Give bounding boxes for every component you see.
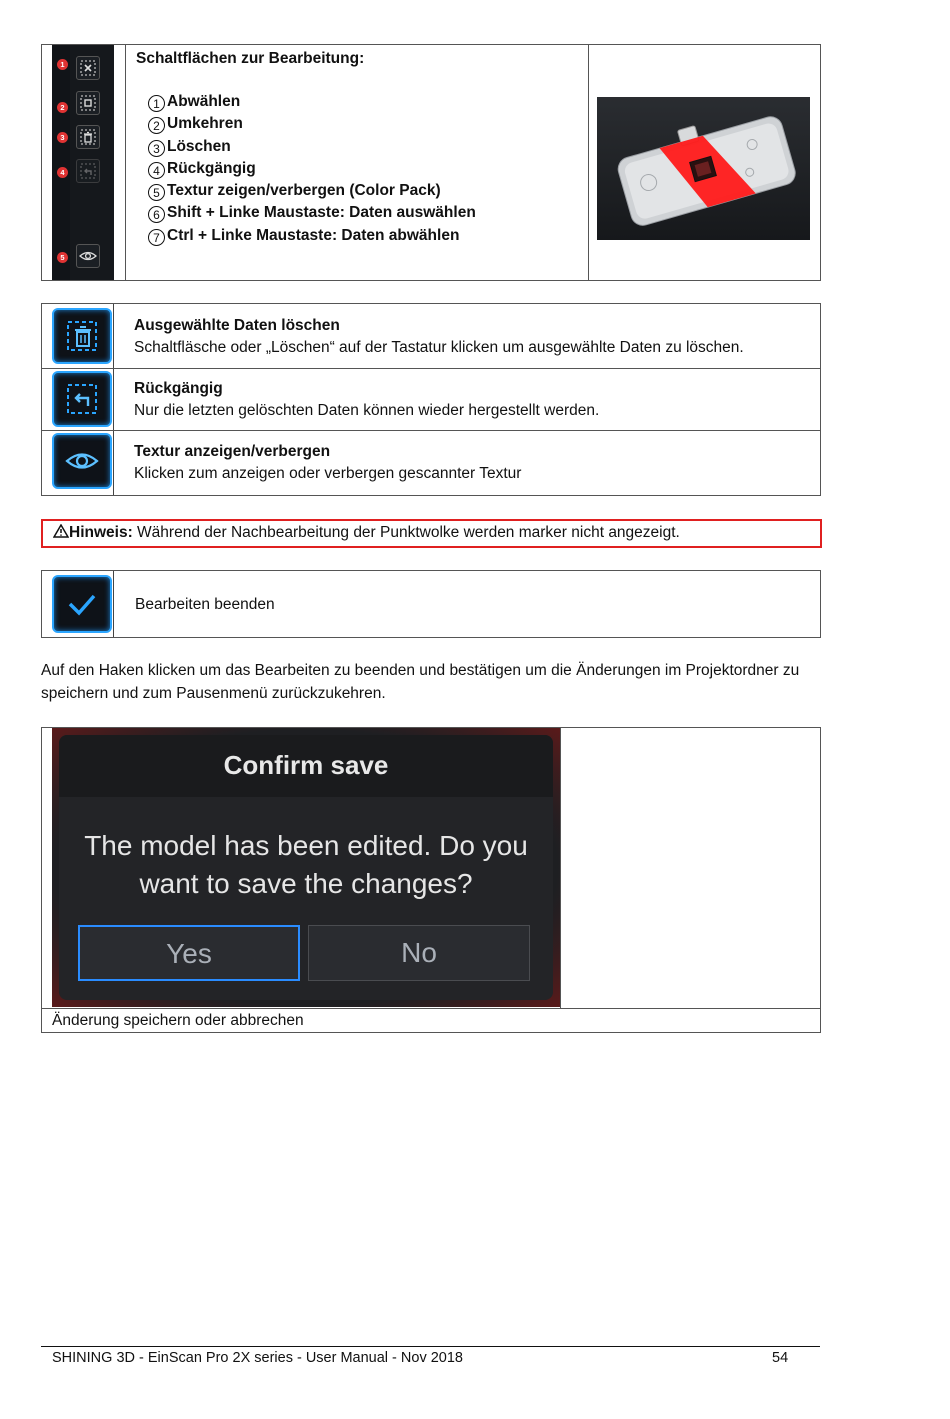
texture-toggle-button-large[interactable] — [52, 433, 112, 489]
list-item: 1 Abwählen — [148, 91, 476, 113]
warning-triangle-icon — [53, 524, 69, 538]
badge-1: 1 — [57, 59, 68, 70]
section1-heading: Schaltflächen zur Bearbeitung: — [136, 50, 365, 67]
dialog-caption: Änderung speichern oder abbrechen — [52, 1012, 304, 1029]
delete-button[interactable] — [76, 125, 100, 149]
eye-icon — [77, 245, 99, 267]
delete-selection-icon — [54, 310, 110, 362]
footer-text: SHINING 3D - EinScan Pro 2X series - User Manual - Nov 2018 — [52, 1350, 463, 1366]
note-text: Während der Nachbearbeitung der Punktwolke werden marker nicht angezeigt. — [132, 524, 680, 541]
yes-button[interactable]: Yes — [78, 925, 300, 981]
no-button[interactable]: No — [308, 925, 530, 981]
invert-selection-button[interactable] — [76, 91, 100, 115]
finish-editing-button[interactable] — [52, 575, 112, 633]
page-number: 54 — [772, 1350, 789, 1366]
confirm-save-table — [41, 727, 821, 1033]
edit-buttons-table — [41, 44, 821, 281]
edit-actions-table — [41, 303, 821, 496]
dialog-title: Confirm save — [223, 750, 389, 780]
row-title: Ausgewählte Daten löschen — [134, 317, 340, 334]
row-title: Rückgängig — [134, 380, 223, 397]
list-item: 3 Löschen — [148, 136, 476, 158]
body-paragraph: Auf den Haken klicken um das Bearbeiten zu beenden und bestätigen um die Änderungen im Projektordner zu speichern und zum Pausenmenü zurückzukehren. — [41, 662, 800, 702]
delete-selection-button[interactable] — [52, 308, 112, 364]
row-description: Schaltfläsche oder „Löschen“ auf der Tastatur klicken um ausgewählte Daten zu löschen. — [134, 339, 744, 356]
badge-5: 5 — [57, 252, 68, 263]
list-item: 7 Ctrl + Linke Maustaste: Daten abwählen — [148, 225, 476, 247]
deselect-icon — [77, 57, 99, 79]
scan-preview-image — [597, 97, 810, 240]
undo-button[interactable] — [76, 159, 100, 183]
list-item: 2 Umkehren — [148, 113, 476, 135]
badge-2: 2 — [57, 102, 68, 113]
badge-4: 4 — [57, 167, 68, 178]
edit-toolbar-image — [52, 45, 114, 280]
badge-3: 3 — [57, 132, 68, 143]
note-label: Hinweis: — [69, 524, 133, 541]
checkmark-icon — [54, 577, 110, 631]
undo-icon — [54, 373, 110, 425]
row-title: Textur anzeigen/verbergen — [134, 443, 331, 460]
texture-toggle-button[interactable] — [76, 244, 100, 268]
list-item: 4 Rückgängig — [148, 158, 476, 180]
confirm-save-dialog — [52, 728, 560, 1007]
trash-icon — [77, 126, 99, 148]
dialog-message: The model has been edited. Do you want to save the changes? — [84, 830, 528, 899]
footer-rule — [41, 1346, 820, 1347]
deselect-button[interactable] — [76, 56, 100, 80]
finish-editing-table — [41, 570, 821, 638]
list-item: 5 Textur zeigen/verbergen (Color Pack) — [148, 180, 476, 202]
undo-button-large[interactable] — [52, 371, 112, 427]
row-description: Nur die letzten gelöschten Daten können wieder hergestellt werden. — [134, 402, 600, 419]
finish-editing-label: Bearbeiten beenden — [135, 596, 275, 613]
invert-selection-icon — [77, 92, 99, 114]
eye-icon — [54, 435, 110, 487]
warning-note — [41, 519, 822, 548]
undo-icon — [77, 160, 99, 182]
button-legend-list — [148, 91, 476, 247]
list-item: 6 Shift + Linke Maustaste: Daten auswählen — [148, 202, 476, 224]
row-description: Klicken zum anzeigen oder verbergen gescannter Textur — [134, 465, 522, 482]
